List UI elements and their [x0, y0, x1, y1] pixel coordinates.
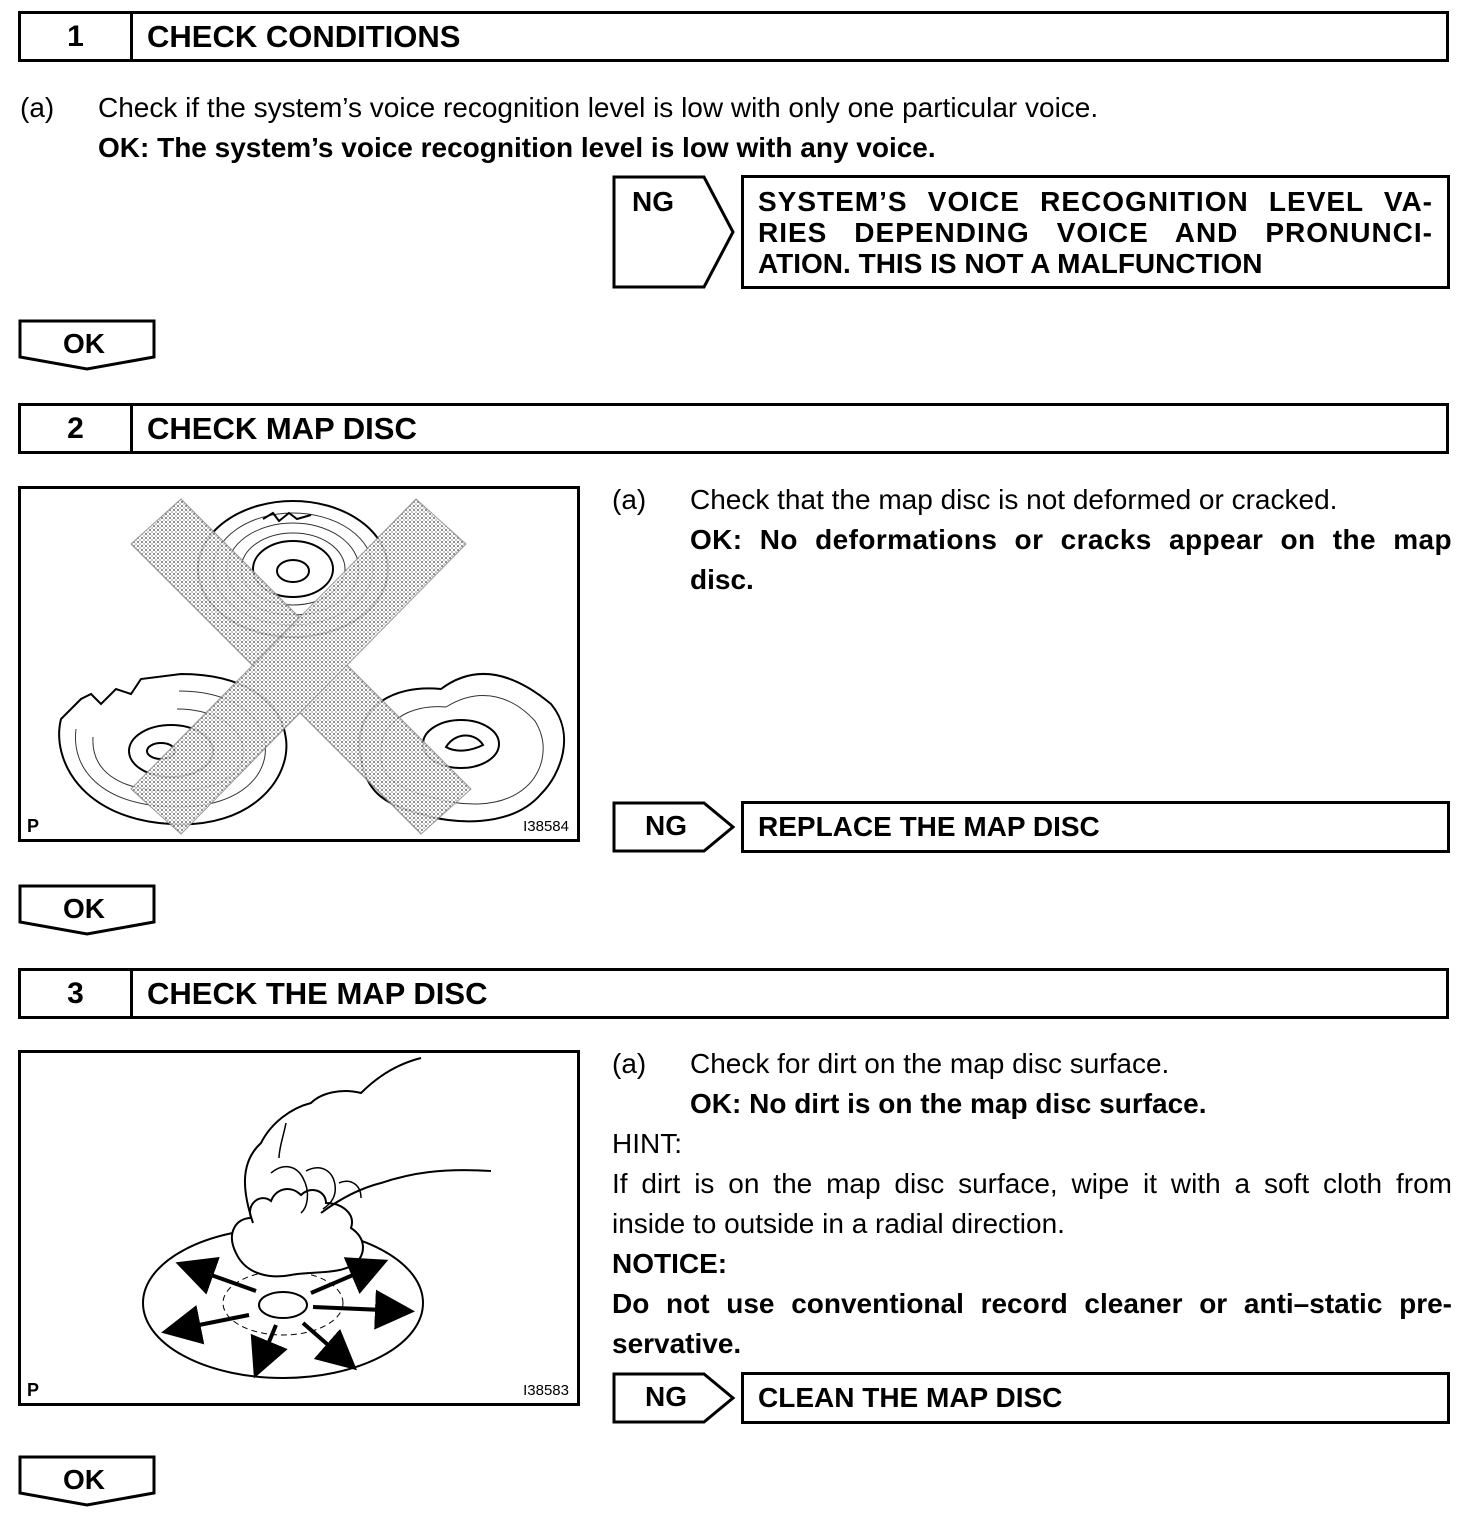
- step-1-ng-result-line-2: RIES DEPENDING VOICE AND PRONUNCI-: [758, 217, 1433, 248]
- step-2-header: [18, 403, 1449, 454]
- step-1-number: 1: [21, 14, 133, 59]
- step-1-title: CHECK CONDITIONS: [147, 18, 461, 54]
- step-2-ok-label: OK: [63, 893, 105, 924]
- step-1-ng-arrow: [612, 175, 736, 289]
- step-3-ok-label: OK: [63, 1464, 105, 1495]
- step-2-title: CHECK MAP DISC: [147, 410, 417, 446]
- step-1-header: [18, 11, 1449, 62]
- step-1-ok-label: OK: [63, 328, 105, 359]
- step-3-notice-label: NOTICE:: [612, 1248, 728, 1279]
- step-2-ok-criteria-line-2: disc.: [690, 564, 754, 595]
- deformed-discs-illustration: [21, 489, 577, 839]
- step-3-ok-criteria: OK: No dirt is on the map disc surface.: [690, 1088, 1207, 1119]
- step-2-ok-criteria-line-1: OK: No deformations or cracks appear on the map: [690, 524, 1452, 555]
- disc-wiping-illustration: [21, 1053, 577, 1403]
- step-3-title: CHECK THE MAP DISC: [147, 975, 488, 1011]
- step-3-ng-result: CLEAN THE MAP DISC: [741, 1372, 1450, 1424]
- step-3-instruction: Check for dirt on the map disc surface.: [690, 1048, 1170, 1079]
- step-1-ng-label: NG: [632, 186, 674, 217]
- step-2-instruction: Check that the map disc is not deformed or cracked.: [690, 484, 1338, 515]
- step-2-figure-code: I38584: [523, 818, 569, 835]
- step-3-hint-label: HINT:: [612, 1128, 682, 1159]
- step-3-notice-line-2: servative.: [612, 1328, 742, 1359]
- step-3-hint-line-2: inside to outside in a radial direction.: [612, 1208, 1065, 1239]
- step-3-item-marker: (a): [612, 1048, 647, 1079]
- step-2-ng-label: NG: [645, 810, 687, 841]
- step-1-ok-criteria: OK: The system’s voice recognition level is low with any voice.: [98, 132, 936, 163]
- step-3-number: 3: [21, 971, 133, 1016]
- step-1-ng-result-line-1: SYSTEM’S VOICE RECOGNITION LEVEL VA-: [758, 186, 1433, 217]
- step-3-notice-line-1: Do not use conventional record cleaner or anti–static pre-: [612, 1288, 1452, 1319]
- step-2-figure: [18, 486, 580, 842]
- step-2-item-marker: (a): [612, 484, 647, 515]
- step-1-ng-result-line-3: ATION. THIS IS NOT A MALFUNCTION: [758, 248, 1263, 279]
- step-2-figure-corner-label: P: [27, 816, 40, 836]
- step-1-instruction: Check if the system’s voice recognition level is low with only one particular voice.: [98, 92, 1099, 123]
- step-3-figure-code: I38583: [523, 1382, 569, 1399]
- step-3-hint-line-1: If dirt is on the map disc surface, wipe it with a soft cloth from: [612, 1168, 1452, 1199]
- step-2-number: 2: [21, 406, 133, 451]
- step-3-figure-corner-label: P: [27, 1380, 40, 1400]
- step-3-header: [18, 968, 1449, 1019]
- step-1-item-marker: (a): [20, 92, 55, 123]
- step-3-ng-label: NG: [645, 1381, 687, 1412]
- step-1-ng-result: [741, 175, 1450, 289]
- hand-with-cloth-icon: [232, 1058, 491, 1276]
- step-2-ng-result: REPLACE THE MAP DISC: [741, 801, 1450, 853]
- step-3-figure: [18, 1050, 580, 1406]
